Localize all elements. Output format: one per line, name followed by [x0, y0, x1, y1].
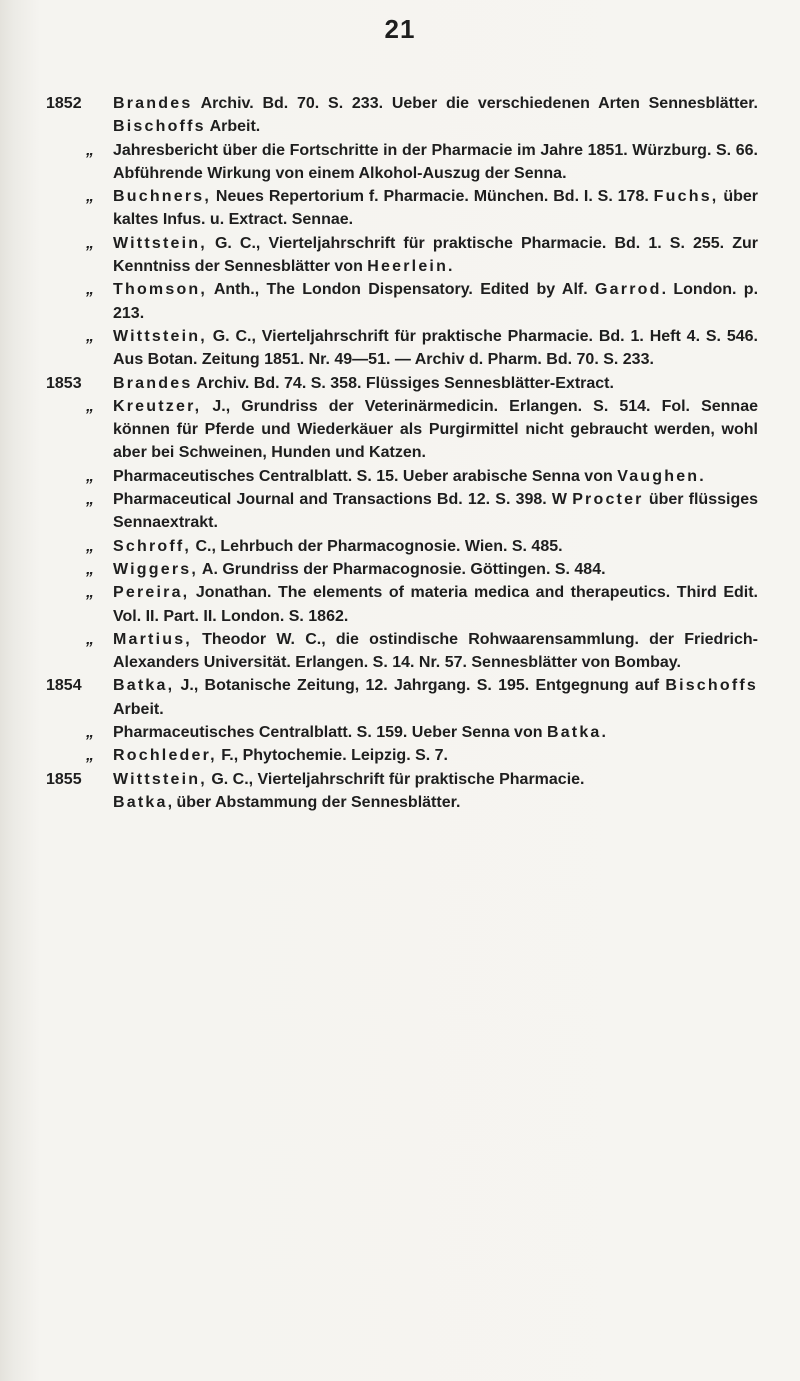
entry-text	[113, 558, 758, 581]
entry-citation-tail: . London. p. 213.	[113, 281, 759, 322]
bibliography-entry	[0, 139, 800, 186]
entry-citation: G. C., Vierteljahrschrift für praktische Pharmacie. Bd. 1. S. 255. Zur Kenntniss der Sennesblätter von	[113, 234, 758, 276]
ditto-mark: „	[86, 537, 94, 555]
ditto-mark: „	[86, 141, 94, 159]
ditto-mark: „	[86, 397, 94, 415]
entry-citation: Jonathan. The elements of materia medica and therapeutics. Third Edit. Vol. II. Part. II. London. S. 1862.	[113, 584, 758, 625]
ditto-mark: „	[86, 584, 94, 602]
bibliography-entry	[0, 325, 800, 372]
entry-citation: Pharmaceutisches Centralblatt. S. 15. Ueber arabische Senna von	[113, 467, 613, 485]
bibliography-entry	[0, 488, 800, 535]
bibliography-entry	[0, 628, 800, 675]
entry-citation-tail: Arbeit.	[209, 118, 261, 136]
ditto-mark: „	[86, 234, 94, 252]
entry-citation: F., Phytochemie. Leipzig. S. 7.	[221, 747, 448, 765]
bibliography-list	[0, 92, 800, 814]
entry-citation: Anth., The London Dispensatory. Edited by Alf.	[213, 281, 588, 299]
bibliography-entry	[0, 768, 800, 815]
entry-author: Wittstein,	[113, 770, 207, 788]
entry-text	[113, 232, 758, 279]
entry-citation-tail: .	[699, 467, 704, 485]
entry-name: Fuchs,	[653, 188, 719, 206]
entry-year: 1854	[46, 677, 82, 695]
entry-author: Batka,	[113, 677, 175, 695]
page-number: 21	[384, 14, 416, 44]
entry-text	[113, 185, 758, 232]
entry-name: Bischoffs	[113, 118, 206, 136]
entry-name: Garrod	[595, 281, 662, 299]
entry-citation: A. Grundriss der Pharmacognosie. Göttingen. S. 484.	[201, 560, 606, 578]
entry-text	[113, 535, 758, 558]
entry-citation: Archiv. Bd. 70. S. 233. Ueber die verschiedenen Arten Sennesblätter.	[200, 95, 758, 112]
entry-citation: J., Grundriss der Veterinärmedicin. Erlangen. S. 514. Fol. Sennae können für Pferde und Wiederkäuer als Purgirmittel nicht gebraucht werden, wohl aber bei Schweinen, Hunden und Katzen.	[113, 397, 758, 462]
bibliography-entry	[0, 465, 800, 488]
entry-text	[113, 744, 758, 767]
entry-year: 1852	[46, 95, 82, 112]
entry-name: Heerlein	[367, 258, 449, 276]
ditto-mark: „	[86, 491, 94, 509]
entry-author: Wittstein,	[113, 234, 207, 252]
entry-text	[113, 325, 758, 372]
entry-author: Wiggers,	[113, 560, 199, 578]
entry-author: Schroff,	[113, 537, 192, 555]
entry-citation: C., Lehrbuch der Pharmacognosie. Wien. S. 485.	[195, 537, 563, 555]
entry-author: Pereira,	[113, 584, 190, 602]
bibliography-entry	[0, 581, 800, 628]
entry-text	[113, 488, 758, 535]
entry-citation: G. C., Vierteljahrschrift für praktische Pharmacie. Bd. 1. Heft 4. S. 546. Aus Botan. Zeitung 1851. Nr. 49—51. — Archiv d. Pharm. Bd. 70. S. 233.	[113, 327, 758, 369]
ditto-mark: „	[86, 467, 94, 485]
entry-citation: Pharmaceutisches Centralblatt. S. 159. Ueber Senna von	[113, 724, 543, 742]
entry-year: 1853	[46, 374, 82, 392]
bibliography-entry	[0, 372, 800, 395]
entry-citation-tail: , über Abstammung der Sennesblätter.	[167, 793, 461, 811]
entry-citation: Pharmaceutical Journal and Transactions Bd. 12. S. 398. W	[113, 491, 567, 509]
ditto-mark: „	[86, 747, 94, 765]
bibliography-entry	[0, 721, 800, 744]
entry-author: Brandes	[113, 95, 193, 112]
entry-name: Vaughen	[617, 467, 700, 485]
entry-text	[113, 92, 758, 139]
entry-citation: Theodor W. C., die ostindische Rohwaarensammlung. der Friedrich-Alexanders Universität. Erlangen. S. 14. Nr. 57. Sennesblätter von Bombay.	[113, 630, 758, 672]
entry-text	[113, 768, 758, 815]
bibliography-entry	[0, 232, 800, 279]
bibliography-entry	[0, 558, 800, 581]
entry-citation-tail: .	[601, 724, 606, 742]
entry-text	[113, 674, 758, 721]
entry-author: Buchners,	[113, 188, 212, 206]
entry-author: Rochleder,	[113, 747, 217, 765]
entry-year: 1855	[46, 770, 82, 788]
entry-text: Jahresbericht über die Fortschritte in der Pharmacie im Jahre 1851. Würzburg. S. 66. Abführende Wirkung von einem Alkohol-Auszug der Senna.	[113, 141, 758, 182]
entry-name: Batka	[113, 793, 168, 811]
entry-text	[113, 721, 758, 744]
entry-citation: Neues Repertorium f. Pharmacie. München. Bd. I. S. 178.	[215, 188, 649, 206]
entry-author: Thomson,	[113, 281, 208, 299]
ditto-mark: „	[86, 560, 94, 578]
entry-text	[113, 372, 758, 395]
entry-citation: J., Botanische Zeitung, 12. Jahrgang. S. 195. Entgegnung auf	[180, 677, 660, 695]
bibliography-entry	[0, 674, 800, 721]
bibliography-entry	[0, 278, 800, 325]
entry-citation-tail: über kaltes Infus. u. Extract. Sennae.	[113, 188, 758, 229]
entry-citation-tail: .	[448, 258, 453, 276]
entry-author: Martius,	[113, 630, 192, 648]
entry-text	[113, 465, 758, 488]
entry-name: Batka	[546, 724, 602, 742]
ditto-mark: „	[86, 188, 94, 206]
entry-author: Brandes	[113, 374, 193, 392]
entry-text	[113, 581, 758, 628]
entry-citation-tail: über flüssiges Sennaextrakt.	[113, 491, 759, 532]
entry-author: Kreutzer,	[113, 397, 202, 415]
bibliography-entry	[0, 92, 800, 139]
bibliography-entry	[0, 185, 800, 232]
entry-citation: G. C., Vierteljahrschrift für praktische Pharmacie.	[211, 770, 585, 788]
entry-text	[113, 278, 758, 325]
bibliography-entry	[0, 535, 800, 558]
entry-text	[113, 628, 758, 675]
entry-citation-tail: Arbeit.	[113, 700, 164, 718]
ditto-mark: „	[86, 327, 94, 345]
ditto-mark: „	[86, 281, 94, 299]
entry-citation: Archiv. Bd. 74. S. 358. Flüssiges Sennesblätter-Extract.	[196, 374, 614, 392]
entry-name: Bischoffs	[665, 677, 759, 695]
bibliography-entry	[0, 395, 800, 465]
bibliography-entry	[0, 744, 800, 767]
ditto-mark: „	[86, 724, 94, 742]
entry-name: Procter	[572, 491, 644, 509]
entry-text	[113, 395, 758, 465]
ditto-mark: „	[86, 630, 94, 648]
entry-author: Wittstein,	[113, 327, 207, 345]
